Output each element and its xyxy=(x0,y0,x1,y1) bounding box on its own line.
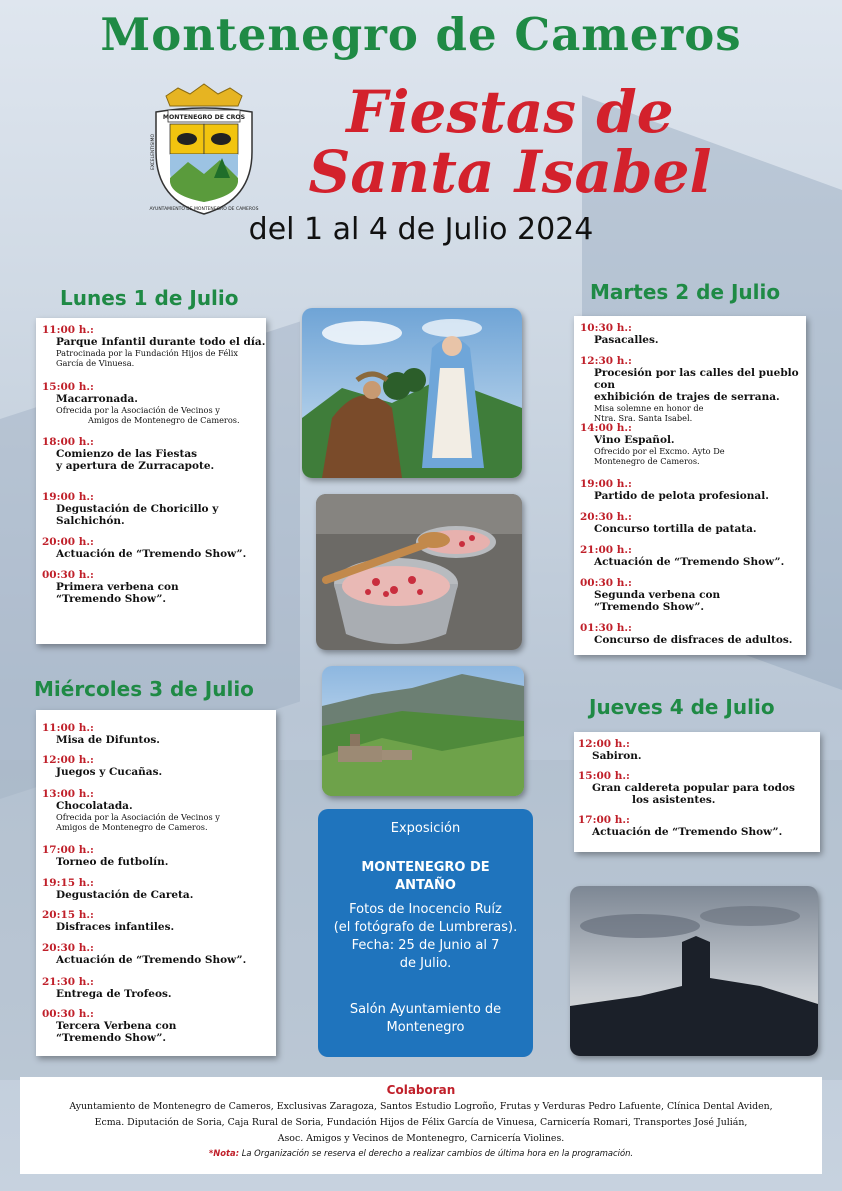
crest-banner: MONTENEGRO DE CROS xyxy=(162,114,246,121)
event-lunes-5: 20:00 h.: Actuación de “Tremendo Show”. xyxy=(42,536,247,560)
heading-lunes: Lunes 1 de Julio xyxy=(60,286,239,310)
event-martes-3: 14:00 h.: Vino Español. Ofrecido por el Excmo. Ayto De Montenegro de Cameros. xyxy=(580,422,725,466)
event-miercoles-5: 19:15 h.: Degustación de Careta. xyxy=(42,877,194,901)
panel-jueves xyxy=(574,732,820,852)
event-miercoles-4: 17:00 h.: Torneo de futbolín. xyxy=(42,844,169,868)
heading-jueves: Jueves 4 de Julio xyxy=(589,695,775,719)
festival-dates: del 1 al 4 de Julio 2024 xyxy=(248,212,594,247)
photo-macarronada-pots xyxy=(316,494,522,650)
event-martes-5: 20:30 h.: Concurso tortilla de patata. xyxy=(580,511,757,535)
exhibition-box xyxy=(318,809,533,1057)
town-title: Montenegro de Cameros xyxy=(100,8,742,61)
event-martes-7: 00:30 h.: Segunda verbena con “Tremendo Show”. xyxy=(580,577,721,613)
organization-note: *Nota: La Organización se reserva el derecho a realizar cambios de última hora en la programación. xyxy=(208,1148,634,1158)
event-miercoles-6: 20:15 h.: Disfraces infantiles. xyxy=(42,909,175,933)
event-jueves-2: 15:00 h.: Gran caldereta popular para todos los asistentes. xyxy=(578,770,795,806)
event-lunes-1: 11:00 h.: Parque Infantil durante todo el día. Patrocinada por la Fundación Hijos de Félix García de Vinuesa. xyxy=(42,324,266,368)
exhibition-details: Fotos de Inocencio Ruíz (el fotógrafo de Lumbreras). Fecha: 25 de Junio al 7 de Julio. xyxy=(333,902,518,971)
event-lunes-4: 19:00 h.: Degustación de Choricillo y Salchichón. xyxy=(42,491,219,527)
exhibition-title: MONTENEGRO DE ANTAÑO xyxy=(361,860,490,893)
event-martes-2: 12:30 h.: Procesión por las calles del pueblo con exhibición de trajes de serrana. Misa solemne en honor de Ntra. Sra. Santa Isabel. xyxy=(580,355,799,423)
panel-martes xyxy=(574,316,806,655)
heading-miercoles: Miércoles 3 de Julio xyxy=(34,677,254,701)
panel-lunes xyxy=(36,318,266,644)
event-martes-4: 19:00 h.: Partido de pelota profesional. xyxy=(580,478,769,502)
sponsors-heading: Colaboran xyxy=(386,1083,456,1097)
event-lunes-6: 00:30 h.: Primera verbena con “Tremendo Show”. xyxy=(42,569,179,605)
event-miercoles-2: 12:00 h.: Juegos y Cucañas. xyxy=(42,754,163,778)
event-miercoles-1: 11:00 h.: Misa de Difuntos. xyxy=(42,722,160,746)
event-miercoles-3: 13:00 h.: Chocolatada. Ofrecida por la Asociación de Vecinos y Amigos de Montenegro de Cameros. xyxy=(42,788,220,832)
event-miercoles-8: 21:30 h.: Entrega de Trofeos. xyxy=(42,976,172,1000)
event-miercoles-9: 00:30 h.: Tercera Verbena con “Tremendo Show”. xyxy=(42,1008,177,1044)
exhibition-place: Salón Ayuntamiento de Montenegro xyxy=(349,1002,502,1035)
crest-ring-bottom: AYUNTAMIENTO DE MONTENEGRO DE CAMEROS xyxy=(149,207,259,212)
fiestas-line1: Fiestas de xyxy=(346,78,674,146)
fiestas-line2: Santa Isabel xyxy=(308,138,712,206)
exhibition-label: Exposición xyxy=(390,821,461,836)
fiestas-title xyxy=(300,78,720,206)
municipal-crest xyxy=(148,82,260,217)
photo-church-silhouette xyxy=(570,886,818,1056)
crest-ring-left: EXCELENTISIMO xyxy=(151,134,156,170)
event-martes-1: 10:30 h.: Pasacalles. xyxy=(580,322,659,346)
event-miercoles-7: 20:30 h.: Actuación de “Tremendo Show”. xyxy=(42,942,247,966)
sponsors-box xyxy=(20,1077,822,1174)
event-lunes-3: 18:00 h.: Comienzo de las Fiestas y apertura de Zurracapote. xyxy=(42,436,215,472)
event-jueves-1: 12:00 h.: Sabiron. xyxy=(578,738,642,762)
event-martes-8: 01:30 h.: Concurso de disfraces de adultos. xyxy=(580,622,793,646)
heading-martes: Martes 2 de Julio xyxy=(590,280,781,304)
photo-village-landscape xyxy=(322,666,524,796)
photo-santa-isabel-statue xyxy=(302,308,522,478)
event-lunes-2: 15:00 h.: Macarronada. Ofrecida por la Asociación de Vecinos y Amigos de Montenegro de Cameros. xyxy=(42,381,240,425)
sponsors-list: Ayuntamiento de Montenegro de Cameros, Exclusivas Zaragoza, Santos Estudio Logroño, Frutas y Verduras Pedro Lafuente, Clínica Dental Aviden, Ecma. Diputación de Soria, Caja Rural de Soria, Fundación Hijos de Félix García de Vinuesa, Carnicería Romari, Transportes José Julián, Asoc. Amigos y Vecinos de Montenegro, Carnicería Violines. xyxy=(69,1101,773,1144)
event-martes-6: 21:00 h.: Actuación de “Tremendo Show”. xyxy=(580,544,785,568)
panel-miercoles xyxy=(36,710,276,1056)
event-jueves-3: 17:00 h.: Actuación de “Tremendo Show”. xyxy=(578,814,783,838)
